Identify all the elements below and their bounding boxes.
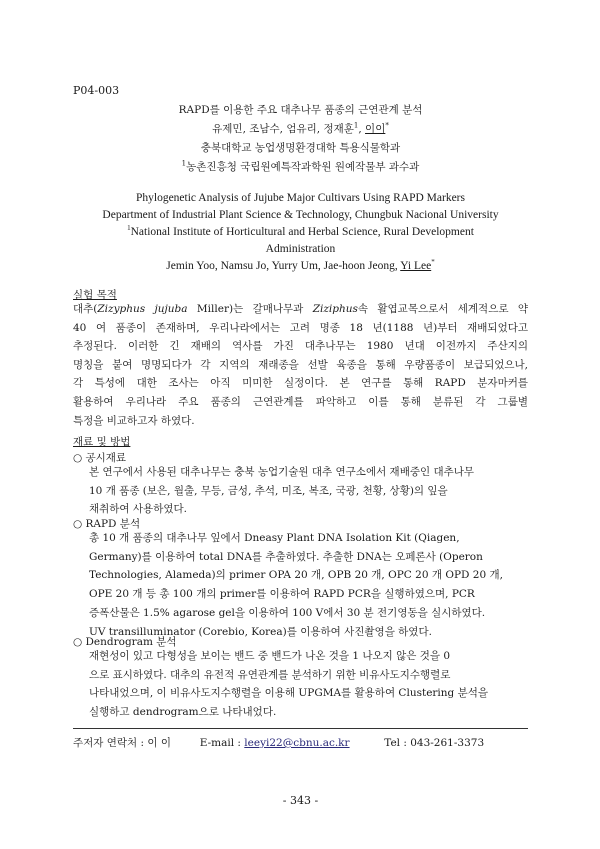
english-department: Department of Industrial Plant Science & Technology, Chungbuk Nacional University (102, 209, 499, 221)
body-line: UV transilluminator (Corebio, Korea)를 이용하여 사진촬영을 하였다. (89, 625, 432, 638)
korean-affiliation-1: 충북대학교 농업생명환경대학 특용식물학과 (200, 142, 401, 154)
purpose-line: 활용하여 우리나라 주요 품종의 근연관계를 파악하고 이를 통해 분류된 각 그룹별 (73, 395, 528, 408)
corresponding-author: Yi Lee (400, 260, 432, 272)
text-run: 속 활엽교목으로서 세계적으로 약 (357, 303, 529, 315)
contact-label: 주저자 연락처 : 이 이 (73, 737, 172, 749)
section-materials-title: ○ 공시재료 (73, 452, 127, 464)
telephone: Tel : 043-261-3373 (384, 737, 485, 749)
purpose-line: 각 특성에 대한 조사는 아직 미미한 실정이다. 본 연구를 통해 RAPD 분자마커를 (73, 377, 528, 390)
section-materials-body (89, 463, 528, 519)
affiliation-mark: 1 (353, 121, 359, 130)
email-label: E-mail : (199, 737, 241, 749)
affiliation-mark: 1 (181, 159, 187, 168)
corresponding-author: 이이 (365, 123, 386, 135)
english-institute (73, 226, 528, 238)
scientific-name: Zizyphus jujuba (97, 303, 188, 315)
english-title: Phylogenetic Analysis of Jujube Major Cultivars Using RAPD Markers (135, 192, 465, 204)
purpose-line: 40 여 품종이 존재하며, 우리나라에서는 고려 명종 18 년(1188 년)부터 재배되었다고 (73, 321, 528, 334)
affiliation-mark: 1 (127, 224, 131, 233)
section-dendrogram-title: ○ Dendrogram 분석 (73, 636, 177, 648)
body-line: Germany)를 이용하여 total DNA를 추출하였다. 추출한 DNA는 오페론사 (Operon (89, 550, 483, 563)
body-line: 총 10 개 품종의 대추나무 잎에서 Dneasy Plant DNA Isolation Kit (Qiagen, (89, 532, 460, 544)
body-line: 10 개 품종 (보은, 월출, 무등, 금성, 추석, 미조, 복조, 국광, 천황, 상황)의 잎을 (89, 484, 448, 497)
body-line: 으로 표시하였다. 대추의 유전적 유연관계를 분석하기 위한 비유사도지수행렬로 (89, 668, 451, 681)
page-number: - 343 - (282, 794, 319, 807)
purpose-line (73, 300, 528, 319)
methods-heading: 재료 및 방법 (73, 436, 131, 448)
english-authors (73, 260, 528, 272)
body-line: 채취하여 사용하였다. (89, 503, 187, 516)
body-line: 재현성이 있고 다형성을 보이는 밴드 중 밴드가 나온 것을 1 나오지 않은 것을 0 (89, 650, 451, 662)
text-run: 대추( (73, 303, 98, 315)
korean-affiliation-2 (73, 159, 528, 174)
purpose-paragraph (73, 300, 528, 430)
genus-name: Ziziphus (312, 303, 358, 315)
english-institute-line2: Administration (265, 243, 336, 255)
body-line: 증폭산물은 1.5% agarose gel을 이용하여 100 V에서 30 분 전기영동을 실시하였다. (89, 606, 486, 619)
purpose-heading: 실험 목적 (73, 289, 117, 301)
section-dendrogram-body (89, 647, 528, 722)
body-line: 실행하고 dendrogram으로 나타내었다. (89, 706, 277, 719)
body-line: Technologies, Alameda)의 primer OPA 20 개, OPB 20 개, OPC 20 개 OPD 20 개, (89, 569, 503, 582)
body-line: 나타내었으며, 이 비유사도지수행렬을 이용해 UPGMA를 활용하여 Clustering 분석을 (89, 687, 489, 700)
email-link[interactable]: leeyi22@cbnu.ac.kr (244, 737, 350, 749)
corresponding-mark: * (431, 258, 435, 267)
separator: , (358, 123, 366, 135)
text-run: Miller)는 갈매나무과 (187, 303, 313, 315)
affiliation-text: 농촌진흥청 국립원예특작과학원 원예작물부 과수과 (186, 161, 420, 173)
korean-authors (73, 121, 528, 136)
korean-authors-list: 유제민, 조남수, 엄유리, 정재훈 (212, 123, 354, 135)
purpose-line: 추정된다. 이러한 긴 재배의 역사를 가진 대추나무는 1980 년대 이전까지 주산지의 (73, 340, 528, 353)
institute-text: National Institute of Horticultural and Herbal Science, Rural Development (130, 226, 474, 238)
footer-divider (73, 728, 528, 729)
body-line: OPE 20 개 등 총 100 개의 primer를 이용하여 RAPD PCR을 실행하였으며, PCR (89, 588, 475, 601)
body-line: 본 연구에서 사용된 대추나무는 충북 농업기술원 대추 연구소에서 재배중인 대추나무 (89, 466, 475, 478)
purpose-line: 명칭을 붙여 명명되다가 각 지역의 재래종을 선발 육종을 통해 우량품종이 보급되었으나, (73, 358, 528, 371)
english-authors-list: Jemin Yoo, Namsu Jo, Yurry Um, Jae-hoon Jeong, (166, 260, 401, 272)
contact-info (73, 735, 484, 750)
section-rapd-title: ○ RAPD 분석 (73, 518, 141, 530)
corresponding-mark: * (385, 121, 389, 130)
korean-title: RAPD를 이용한 주요 대추나무 품종의 근연관계 분석 (178, 104, 423, 116)
abstract-code: P04-003 (73, 84, 120, 97)
section-rapd-body (89, 529, 528, 641)
purpose-line: 특정을 비교하고자 하였다. (73, 414, 195, 427)
